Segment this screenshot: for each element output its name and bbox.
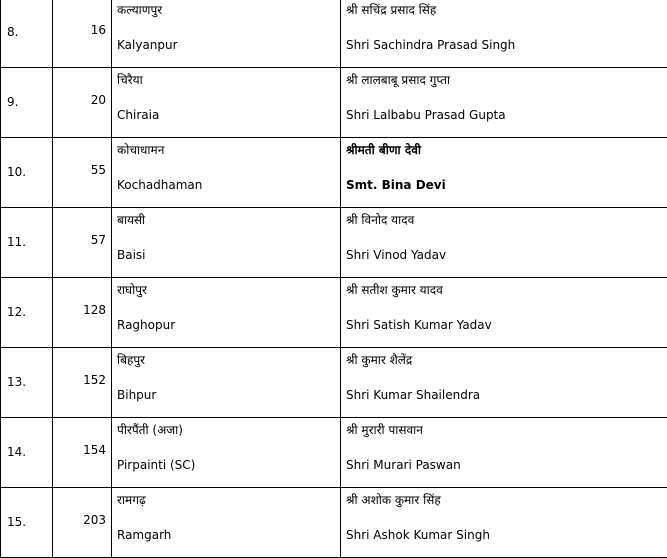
constituency-cell <box>112 278 341 348</box>
candidate-cell <box>341 208 667 278</box>
ac-number-cell <box>53 68 112 138</box>
candidate-hindi: श्री सतीश कुमार यादव <box>341 283 667 299</box>
candidate-cell <box>341 68 667 138</box>
candidate-english: Shri Sachindra Prasad Singh <box>341 38 667 52</box>
constituency-english: Kochadhaman <box>112 178 340 192</box>
constituency-cell <box>112 348 341 418</box>
candidate-english: Shri Ashok Kumar Singh <box>341 528 667 542</box>
serial-number: 11. <box>1 235 52 249</box>
serial-number: 15. <box>1 515 52 529</box>
ac-number: 203 <box>53 513 111 527</box>
candidate-english: Shri Murari Paswan <box>341 458 667 472</box>
ac-number-cell <box>53 138 112 208</box>
constituency-cell <box>112 138 341 208</box>
candidate-cell <box>341 488 667 558</box>
constituency-hindi: रामगढ़ <box>112 493 340 509</box>
candidate-english: Shri Kumar Shailendra <box>341 388 667 402</box>
constituency-english: Pirpainti (SC) <box>112 458 340 472</box>
constituency-cell <box>112 418 341 488</box>
candidate-english: Shri Vinod Yadav <box>341 248 667 262</box>
constituency-hindi: चिरैया <box>112 73 340 89</box>
table-row <box>1 208 667 278</box>
candidate-cell <box>341 138 667 208</box>
serial-cell <box>1 68 53 138</box>
ac-number-cell <box>53 488 112 558</box>
constituency-english: Chiraia <box>112 108 340 122</box>
candidate-hindi: श्री मुरारी पासवान <box>341 423 667 439</box>
table-row <box>1 138 667 208</box>
constituency-hindi: कल्याणपुर <box>112 3 340 19</box>
constituency-english: Raghopur <box>112 318 340 332</box>
candidate-english: Shri Lalbabu Prasad Gupta <box>341 108 667 122</box>
candidate-cell <box>341 0 667 68</box>
candidate-hindi: श्री कुमार शैलेंद्र <box>341 353 667 369</box>
serial-cell <box>1 348 53 418</box>
ac-number: 20 <box>53 93 111 107</box>
serial-number: 13. <box>1 375 52 389</box>
serial-number: 8. <box>1 25 52 39</box>
candidate-hindi: श्रीमती बीणा देवी <box>341 143 667 159</box>
candidate-cell <box>341 278 667 348</box>
candidate-cell <box>341 418 667 488</box>
ac-number: 154 <box>53 443 111 457</box>
constituency-english: Baisi <box>112 248 340 262</box>
constituency-english: Kalyanpur <box>112 38 340 52</box>
ac-number: 55 <box>53 163 111 177</box>
ac-number-cell <box>53 208 112 278</box>
candidate-english: Smt. Bina Devi <box>341 178 667 192</box>
constituency-cell <box>112 488 341 558</box>
table-row <box>1 488 667 558</box>
constituency-cell <box>112 0 341 68</box>
serial-number: 12. <box>1 305 52 319</box>
candidate-hindi: श्री सचिंद्र प्रसाद सिंह <box>341 3 667 19</box>
constituency-english: Bihpur <box>112 388 340 402</box>
serial-cell <box>1 488 53 558</box>
table-row <box>1 418 667 488</box>
candidate-hindi: श्री अशोक कुमार सिंह <box>341 493 667 509</box>
constituency-hindi: कोचाधामन <box>112 143 340 159</box>
candidate-hindi: श्री विनोद यादव <box>341 213 667 229</box>
serial-number: 14. <box>1 445 52 459</box>
constituency-english: Ramgarh <box>112 528 340 542</box>
table-row <box>1 68 667 138</box>
constituency-hindi: राघोपुर <box>112 283 340 299</box>
serial-cell <box>1 278 53 348</box>
ac-number-cell <box>53 348 112 418</box>
serial-cell <box>1 418 53 488</box>
candidate-cell <box>341 348 667 418</box>
candidate-hindi: श्री लालबाबू प्रसाद गुप्ता <box>341 73 667 89</box>
ac-number-cell <box>53 418 112 488</box>
constituency-hindi: पीरपैंती (अजा) <box>112 423 340 439</box>
ac-number-cell <box>53 278 112 348</box>
table-row <box>1 348 667 418</box>
ac-number: 16 <box>53 23 111 37</box>
candidate-english: Shri Satish Kumar Yadav <box>341 318 667 332</box>
constituency-hindi: बिहपुर <box>112 353 340 369</box>
ac-number: 57 <box>53 233 111 247</box>
serial-cell <box>1 0 53 68</box>
constituency-cell <box>112 208 341 278</box>
serial-number: 10. <box>1 165 52 179</box>
ac-number: 128 <box>53 303 111 317</box>
serial-cell <box>1 138 53 208</box>
serial-cell <box>1 208 53 278</box>
constituency-cell <box>112 68 341 138</box>
table-row <box>1 0 667 68</box>
ac-number: 152 <box>53 373 111 387</box>
ac-number-cell <box>53 0 112 68</box>
table-row <box>1 278 667 348</box>
serial-number: 9. <box>1 95 52 109</box>
constituency-hindi: बायसी <box>112 213 340 229</box>
